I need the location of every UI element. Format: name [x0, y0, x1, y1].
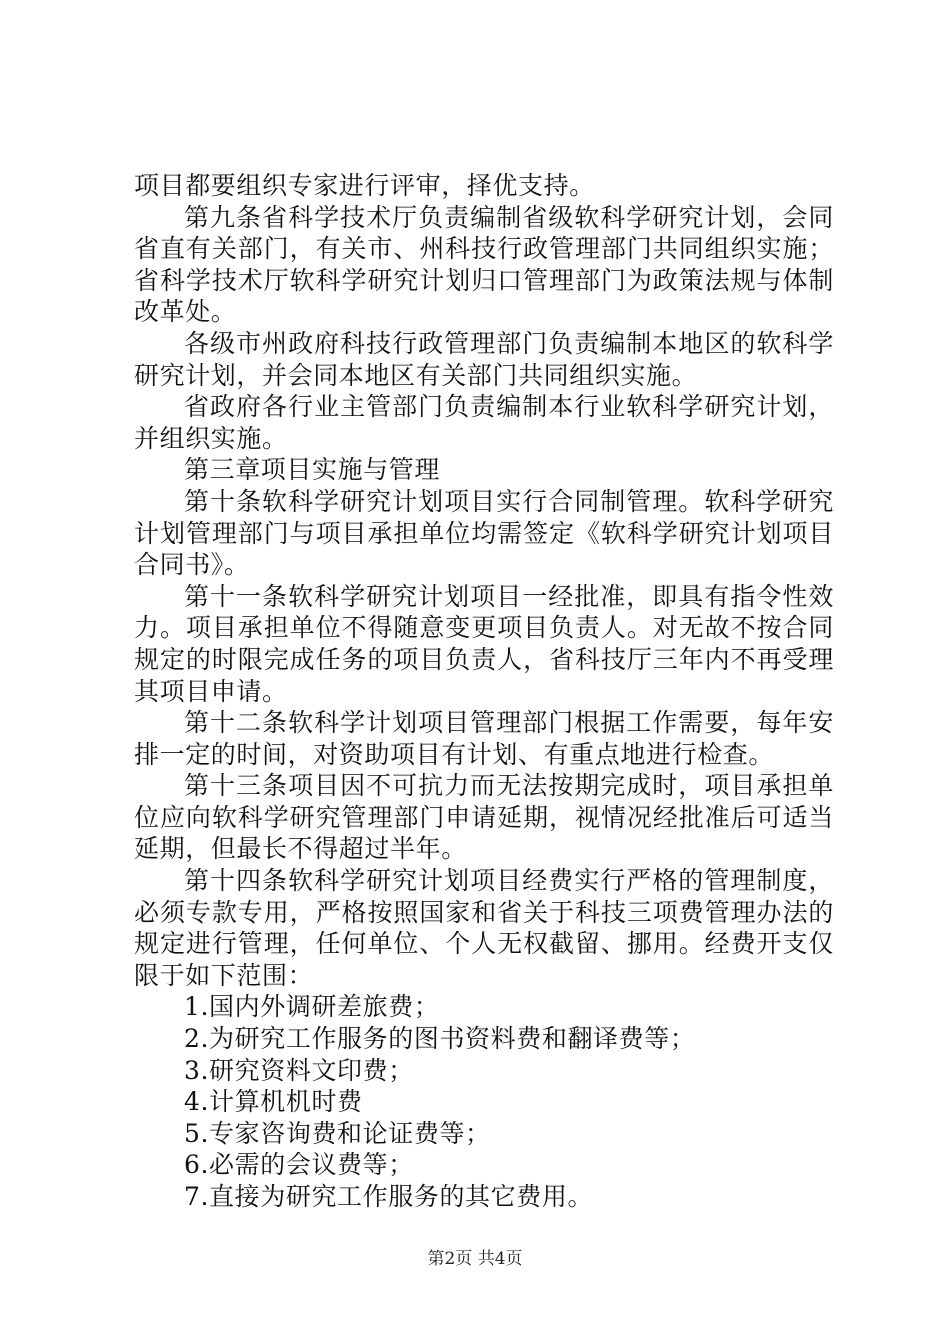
text-line: 计划管理部门与项目承担单位均需签定《软科学研究计划项目 [134, 518, 834, 548]
text-line: 3.研究资料文印费； [184, 1055, 414, 1085]
text-line: 项目都要组织专家进行评审，择优支持。 [134, 171, 595, 200]
text-line: 规定进行管理，任何单位、个人无权截留、挪用。经费开支仅 [134, 929, 834, 959]
text-line: 7.直接为研究工作服务的其它费用。 [184, 1182, 594, 1211]
page-footer [0, 1244, 950, 1269]
text-line: 第十条软科学研究计划项目实行合同制管理。软科学研究 [184, 486, 834, 516]
text-line: 省直有关部门，有关市、州科技行政管理部门共同组织实施； [134, 234, 834, 264]
text-line: 第三章项目实施与管理 [184, 455, 441, 485]
text-line: 第十二条软科学计划项目管理部门根据工作需要，每年安 [184, 708, 834, 738]
text-line: 第十三条项目因不可抗力而无法按期完成时，项目承担单 [184, 771, 834, 801]
text-line: 延期，但最长不得超过半年。 [134, 834, 467, 864]
text-line: 改革处。 [134, 297, 237, 327]
text-line: 第十四条软科学研究计划项目经费实行严格的管理制度， [184, 866, 834, 896]
text-line: 第十一条软科学研究计划项目一经批准，即具有指令性效 [184, 581, 834, 611]
text-line: 5.专家咨询费和论证费等； [184, 1118, 491, 1148]
text-line: 并组织实施。 [134, 423, 288, 453]
text-line: 省政府各行业主管部门负责编制本行业软科学研究计划， [184, 392, 834, 422]
text-line: 规定的时限完成任务的项目负责人，省科技厅三年内不再受理 [134, 644, 834, 674]
text-line: 省科学技术厅软科学研究计划归口管理部门为政策法规与体制 [134, 265, 834, 295]
text-line: 第九条省科学技术厅负责编制省级软科学研究计划，会同 [184, 202, 834, 232]
text-line: 6.必需的会议费等； [184, 1150, 414, 1180]
text-line: 力。项目承担单位不得随意变更项目负责人。对无故不按合同 [134, 613, 834, 643]
text-line: 2.为研究工作服务的图书资料费和翻译费等； [184, 1024, 696, 1054]
text-line: 其项目申请。 [134, 676, 288, 706]
text-line: 各级市州政府科技行政管理部门负责编制本地区的软科学 [184, 328, 834, 358]
page-number-label: 第2页 共4页 [427, 1249, 523, 1269]
text-line: 研究计划，并会同本地区有关部门共同组织实施。 [134, 360, 698, 390]
text-line: 排一定的时间，对资助项目有计划、有重点地进行检查。 [134, 739, 775, 769]
text-line: 位应向软科学研究管理部门申请延期，视情况经批准后可适当 [134, 802, 834, 832]
text-line: 限于如下范围： [134, 960, 314, 990]
text-line: 合同书》。 [134, 550, 250, 580]
document-body [134, 170, 834, 1213]
text-line: 1.国内外调研差旅费； [184, 992, 440, 1022]
text-line: 必须专款专用，严格按照国家和省关于科技三项费管理办法的 [134, 897, 834, 927]
text-line: 4.计算机机时费 [184, 1087, 363, 1117]
